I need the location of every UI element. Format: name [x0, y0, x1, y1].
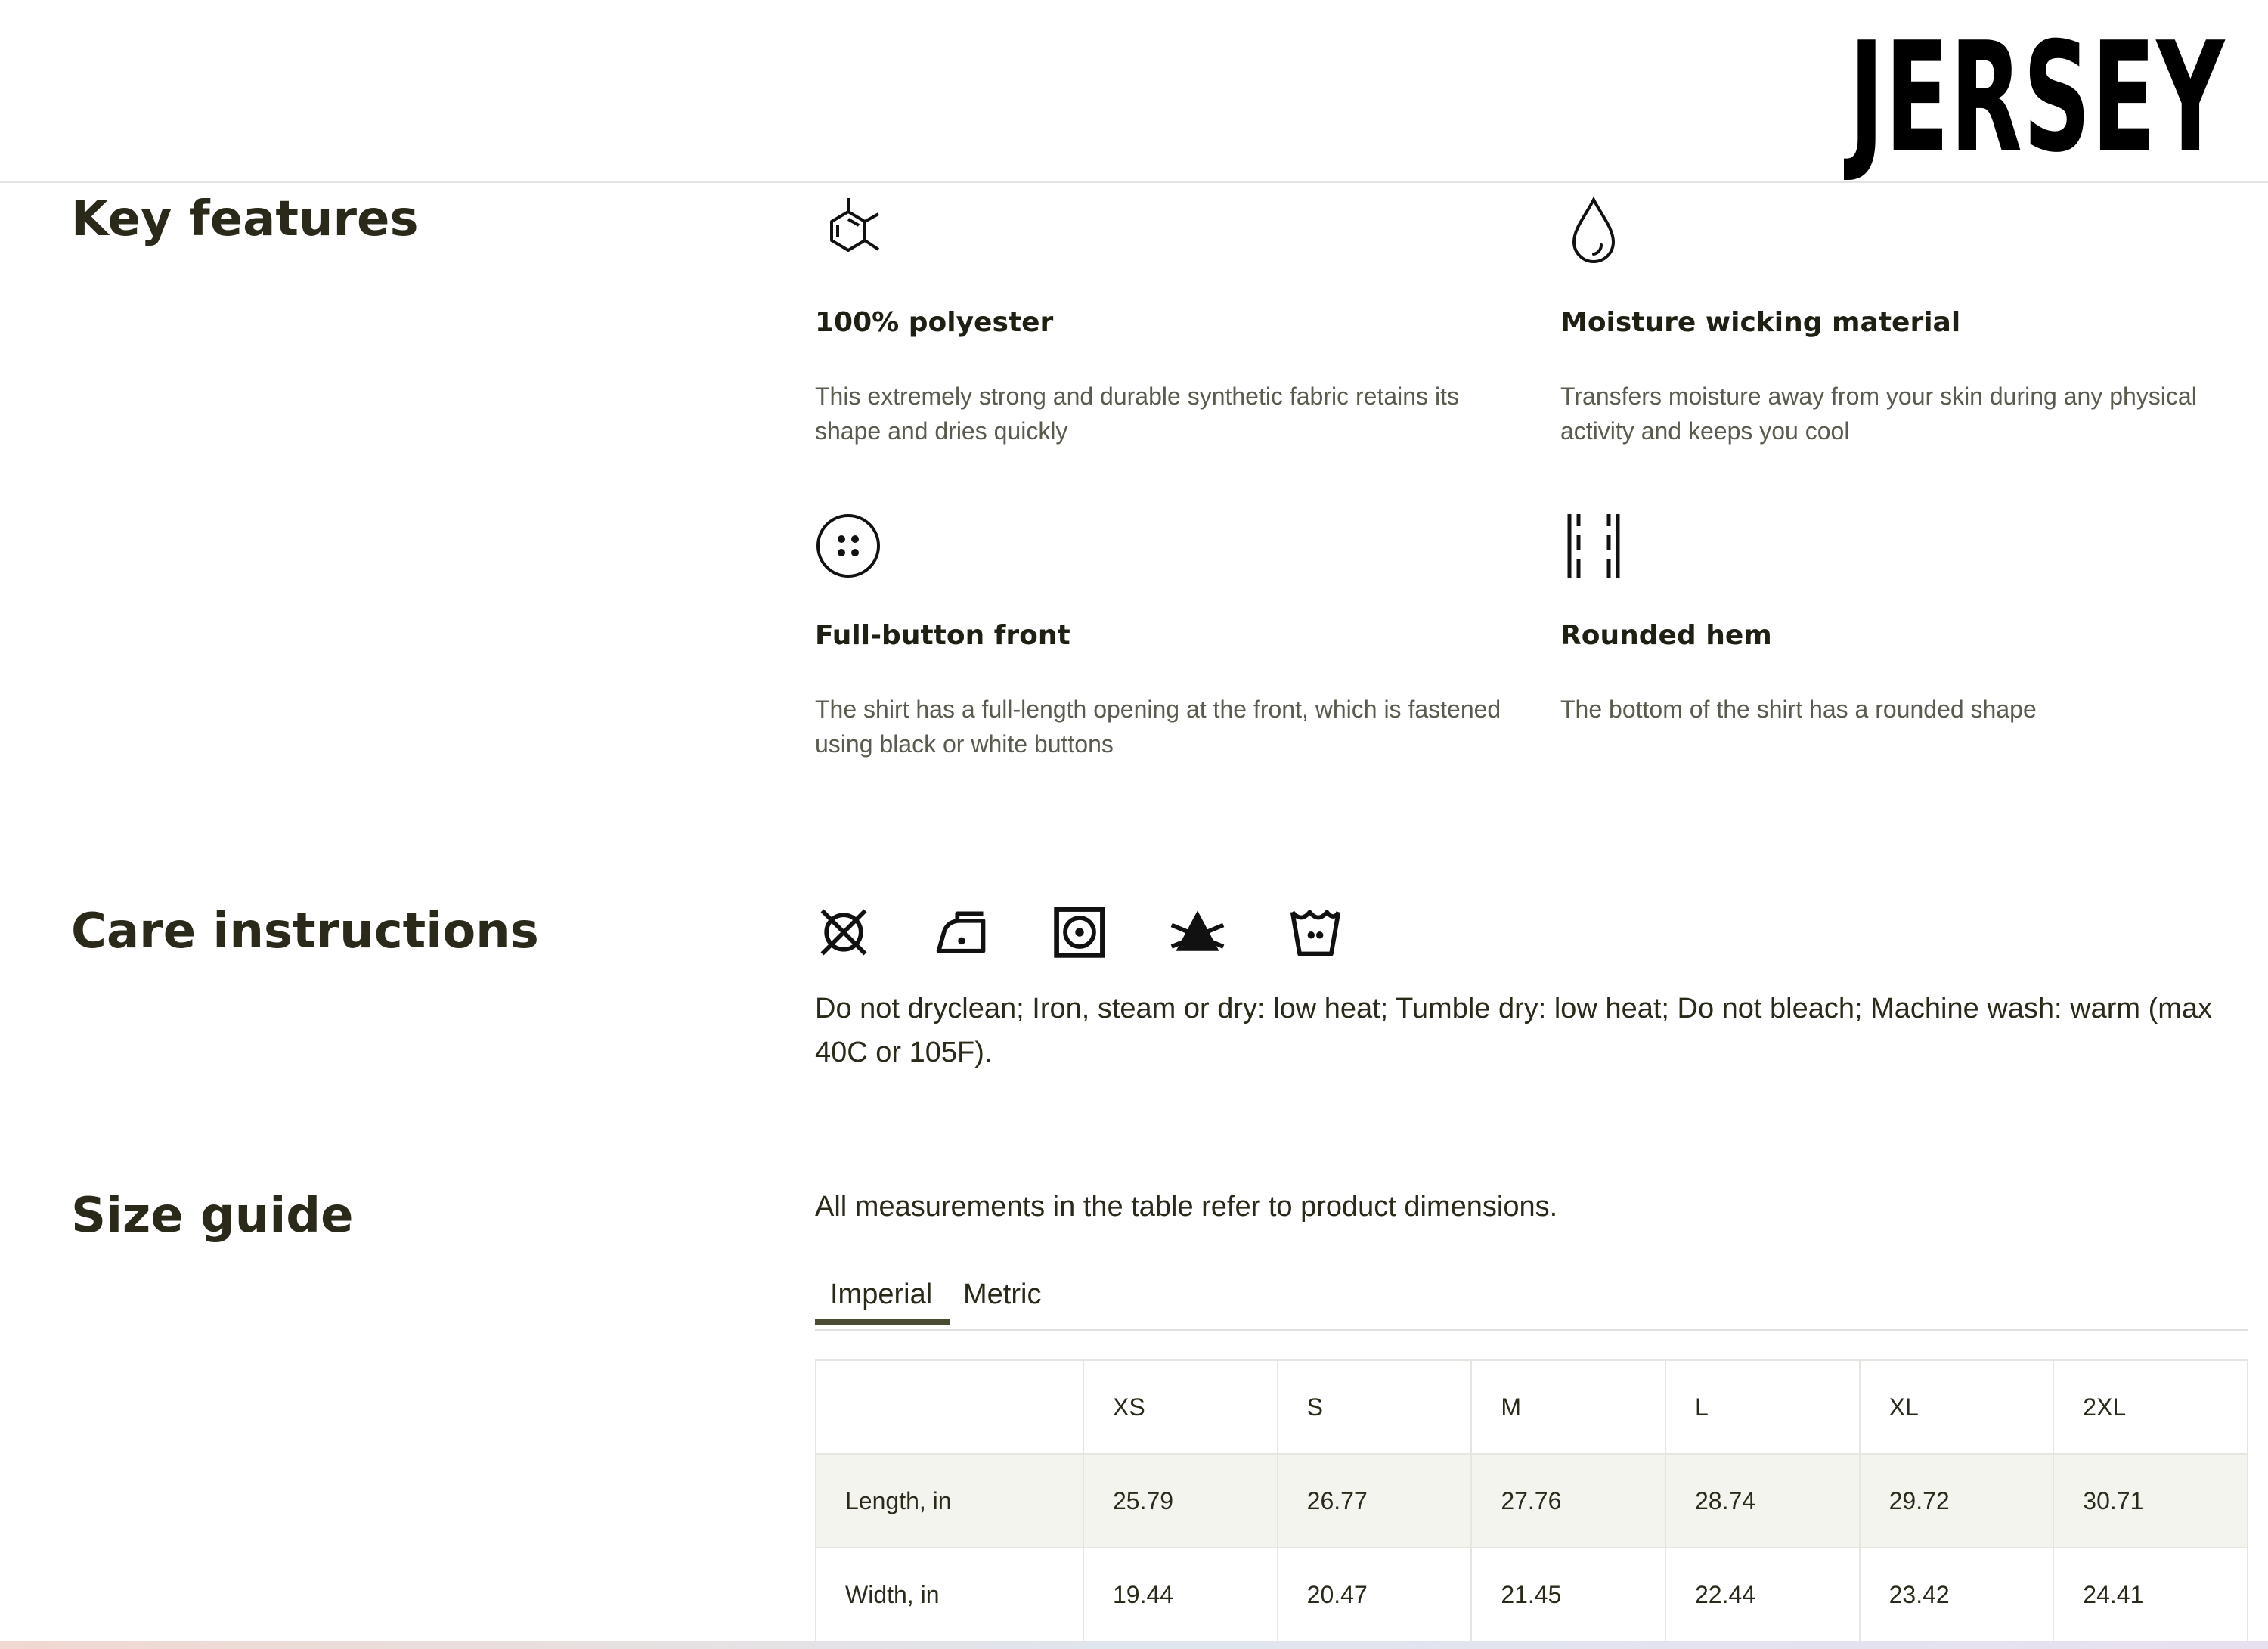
- table-cell: 28.74: [1665, 1454, 1860, 1548]
- feature-full-button-front: [815, 508, 1510, 761]
- size-table: [815, 1359, 2248, 1642]
- table-cell: 25.79: [1083, 1454, 1278, 1548]
- table-cell: 19.44: [1083, 1548, 1278, 1641]
- table-header-cell: XS: [1083, 1360, 1278, 1454]
- table-cell: 24.41: [2053, 1548, 2248, 1641]
- table-header-cell: XL: [1860, 1360, 2054, 1454]
- feature-description: This extremely strong and durable synthetic fabric retains its shape and dries quickly: [815, 383, 1459, 445]
- table-cell: 29.72: [1860, 1454, 2054, 1548]
- table-header-cell: [816, 1360, 1083, 1454]
- size-guide-title: Size guide: [71, 1188, 354, 1244]
- machine-wash-warm-icon: [1287, 904, 1344, 961]
- row-label: Width, in: [816, 1548, 1083, 1641]
- table-header-row: [816, 1360, 2248, 1454]
- tumble-dry-low-icon: [1051, 904, 1108, 961]
- feature-description: The shirt has a full-length opening at the front, which is fastened using black or white buttons: [815, 696, 1501, 758]
- page-header: [0, 0, 2268, 186]
- feature-description: Transfers moisture away from your skin during any physical activity and keeps you cool: [1560, 383, 2197, 445]
- table-header-cell: M: [1471, 1360, 1665, 1454]
- bottom-gradient-strip: [0, 1641, 2268, 1649]
- size-guide-note: All measurements in the table refer to product dimensions.: [815, 1191, 1558, 1223]
- feature-description: The bottom of the shirt has a rounded shape: [1560, 696, 2037, 723]
- table-cell: 27.76: [1471, 1454, 1665, 1548]
- feature-title: Moisture wicking material: [1560, 307, 1961, 338]
- table-cell: 23.42: [1860, 1548, 2054, 1641]
- feature-rounded-hem: [1560, 508, 2256, 727]
- table-row: [816, 1548, 2248, 1641]
- table-cell: 26.77: [1278, 1454, 1472, 1548]
- feature-moisture-wicking: [1560, 195, 2256, 448]
- feature-polyester: [815, 195, 1510, 448]
- table-header-cell: 2XL: [2053, 1360, 2248, 1454]
- unit-tabs: [815, 1270, 2248, 1331]
- tab-imperial[interactable]: Imperial: [815, 1270, 950, 1325]
- table-cell: 21.45: [1471, 1548, 1665, 1641]
- molecule-icon: [810, 195, 886, 271]
- feature-title: 100% polyester: [815, 307, 1054, 338]
- tab-metric[interactable]: Metric: [963, 1279, 1042, 1310]
- stitched-hem-icon: [1556, 508, 1631, 584]
- no-bleach-icon: [1169, 904, 1226, 961]
- table-cell: 22.44: [1665, 1548, 1860, 1641]
- care-instructions-title: Care instructions: [71, 904, 539, 959]
- iron-low-heat-icon: [933, 904, 990, 961]
- care-instructions-text: Do not dryclean; Iron, steam or dry: low heat; Tumble dry: low heat; Do not bleach; Machine wash: warm (max 40C or 105F).: [815, 993, 2213, 1068]
- key-features-title: Key features: [71, 191, 419, 247]
- row-label: Length, in: [816, 1454, 1083, 1548]
- feature-title: Rounded hem: [1560, 620, 1772, 651]
- button-icon: [810, 508, 886, 584]
- brand-logo: JERSEY: [1849, 10, 2226, 186]
- table-cell: 30.71: [2053, 1454, 2248, 1548]
- water-drop-icon: [1556, 195, 1631, 271]
- no-dryclean-icon: [815, 904, 872, 961]
- table-cell: 20.47: [1278, 1548, 1472, 1641]
- table-header-cell: S: [1278, 1360, 1472, 1454]
- care-icons: [815, 904, 1344, 961]
- feature-title: Full-button front: [815, 620, 1070, 651]
- table-row: [816, 1454, 2248, 1548]
- table-header-cell: L: [1665, 1360, 1860, 1454]
